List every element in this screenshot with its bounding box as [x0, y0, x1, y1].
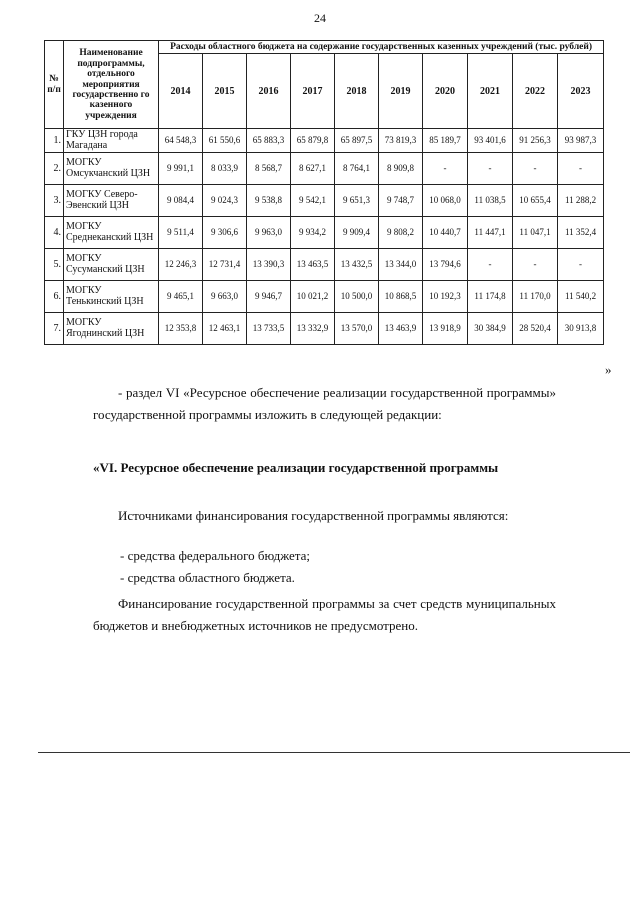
row-number: 4.	[45, 217, 64, 249]
expense-value: 28 520,4	[513, 313, 558, 345]
expense-value: 10 440,7	[423, 217, 468, 249]
expense-value: 13 344,0	[379, 249, 423, 281]
row-number: 6.	[45, 281, 64, 313]
expense-value: 9 991,1	[159, 153, 203, 185]
expense-value: 9 651,3	[335, 185, 379, 217]
amendment-paragraph: - раздел VI «Ресурсное обеспечение реализации государственной программы» государственной программы изложить в следующей редакции:	[93, 385, 556, 422]
expense-value: 9 306,6	[203, 217, 247, 249]
expense-value: 8 627,1	[291, 153, 335, 185]
institution-name: МОГКУ Сусуманский ЦЗН	[64, 249, 159, 281]
table-row	[45, 153, 604, 185]
expense-value: 13 794,6	[423, 249, 468, 281]
budget-table	[44, 40, 604, 345]
expense-value: 9 538,8	[247, 185, 291, 217]
expense-value: 13 570,0	[335, 313, 379, 345]
expense-value: -	[558, 249, 604, 281]
header-name: Наименование подпрограммы, отдельного мероприятия государственно го казенного учреждения	[64, 41, 159, 129]
bullet-federal-budget: - средства федерального бюджета;	[120, 548, 311, 563]
year-header-2015: 2015	[203, 54, 247, 129]
expense-value: 10 192,3	[423, 281, 468, 313]
expense-value: 93 987,3	[558, 129, 604, 153]
expense-value: 11 170,0	[513, 281, 558, 313]
expense-value: 13 733,5	[247, 313, 291, 345]
expense-value: -	[513, 249, 558, 281]
expense-value: 11 352,4	[558, 217, 604, 249]
expense-value: 9 946,7	[247, 281, 291, 313]
expense-value: 10 068,0	[423, 185, 468, 217]
year-header-2023: 2023	[558, 54, 604, 129]
bullet-regional-budget: - средства областного бюджета.	[120, 570, 295, 585]
expense-value: -	[468, 153, 513, 185]
table-row	[45, 249, 604, 281]
expense-value: 13 432,5	[335, 249, 379, 281]
expense-value: 8 033,9	[203, 153, 247, 185]
table-row	[45, 217, 604, 249]
row-number: 2.	[45, 153, 64, 185]
expense-value: 11 447,1	[468, 217, 513, 249]
expense-value: 93 401,6	[468, 129, 513, 153]
expense-value: 9 084,4	[159, 185, 203, 217]
expense-value: 9 542,1	[291, 185, 335, 217]
expense-value: 11 540,2	[558, 281, 604, 313]
expense-value: 9 909,4	[335, 217, 379, 249]
header-expenses: Расходы областного бюджета на содержание государственных казенных учреждений (тыс. рублей)	[159, 41, 604, 54]
institution-name: МОГКУ Омсукчанский ЦЗН	[64, 153, 159, 185]
expense-value: 9 024,3	[203, 185, 247, 217]
expense-value: 11 288,2	[558, 185, 604, 217]
expense-value: 9 465,1	[159, 281, 203, 313]
expense-value: 73 819,3	[379, 129, 423, 153]
row-number: 3.	[45, 185, 64, 217]
expense-value: 12 353,8	[159, 313, 203, 345]
expense-value: -	[423, 153, 468, 185]
expense-value: 61 550,6	[203, 129, 247, 153]
year-header-2021: 2021	[468, 54, 513, 129]
expense-value: 91 256,3	[513, 129, 558, 153]
expense-value: -	[558, 153, 604, 185]
year-header-2017: 2017	[291, 54, 335, 129]
expense-value: 30 913,8	[558, 313, 604, 345]
expense-value: 8 764,1	[335, 153, 379, 185]
expense-value: 8 568,7	[247, 153, 291, 185]
institution-name: МОГКУ Северо-Эвенский ЦЗН	[64, 185, 159, 217]
expense-value: 10 021,2	[291, 281, 335, 313]
row-number: 1.	[45, 129, 64, 153]
expense-value: 9 934,2	[291, 217, 335, 249]
year-header-2018: 2018	[335, 54, 379, 129]
section-heading: «VI. Ресурсное обеспечение реализации государственной программы	[93, 460, 499, 475]
expense-value: 9 963,0	[247, 217, 291, 249]
table-row	[45, 129, 604, 153]
expense-value: 12 463,1	[203, 313, 247, 345]
expense-value: 65 897,5	[335, 129, 379, 153]
expense-value: 11 038,5	[468, 185, 513, 217]
expense-value: 11 174,8	[468, 281, 513, 313]
expense-value: 30 384,9	[468, 313, 513, 345]
expense-value: 10 500,0	[335, 281, 379, 313]
year-header-2020: 2020	[423, 54, 468, 129]
institution-name: МОГКУ Тенькинский ЦЗН	[64, 281, 159, 313]
expense-value: 12 246,3	[159, 249, 203, 281]
expense-value: 10 655,4	[513, 185, 558, 217]
expense-value: -	[468, 249, 513, 281]
expense-value: 9 808,2	[379, 217, 423, 249]
footer-divider	[38, 752, 630, 753]
expense-value: 9 748,7	[379, 185, 423, 217]
expense-value: 11 047,1	[513, 217, 558, 249]
expense-value: 13 463,5	[291, 249, 335, 281]
expense-value: 13 390,3	[247, 249, 291, 281]
financing-paragraph: Финансирование государственной программы за счет средств муниципальных бюджетов и внебюджетных источников не предусмотрено.	[93, 596, 556, 633]
year-header-2016: 2016	[247, 54, 291, 129]
sources-paragraph: Источниками финансирования государственной программы являются:	[118, 508, 509, 523]
year-header-2019: 2019	[379, 54, 423, 129]
expense-value: 8 909,8	[379, 153, 423, 185]
expense-value: 13 918,9	[423, 313, 468, 345]
closing-quote: »	[605, 362, 612, 377]
institution-name: МОГКУ Ягоднинский ЦЗН	[64, 313, 159, 345]
expense-value: 9 663,0	[203, 281, 247, 313]
table-row	[45, 281, 604, 313]
year-header-2022: 2022	[513, 54, 558, 129]
table-row	[45, 313, 604, 345]
expense-value: 10 868,5	[379, 281, 423, 313]
expense-value: 13 463,9	[379, 313, 423, 345]
row-number: 5.	[45, 249, 64, 281]
table-row	[45, 185, 604, 217]
expense-value: -	[513, 153, 558, 185]
year-header-2014: 2014	[159, 54, 203, 129]
institution-name: МОГКУ Среднеканский ЦЗН	[64, 217, 159, 249]
expense-value: 9 511,4	[159, 217, 203, 249]
expense-value: 12 731,4	[203, 249, 247, 281]
expense-value: 65 883,3	[247, 129, 291, 153]
expense-value: 64 548,3	[159, 129, 203, 153]
page-number: 24	[314, 11, 326, 25]
expense-value: 65 879,8	[291, 129, 335, 153]
expense-value: 85 189,7	[423, 129, 468, 153]
header-num: № п/п	[45, 41, 64, 129]
expense-value: 13 332,9	[291, 313, 335, 345]
institution-name: ГКУ ЦЗН города Магадана	[64, 129, 159, 153]
row-number: 7.	[45, 313, 64, 345]
